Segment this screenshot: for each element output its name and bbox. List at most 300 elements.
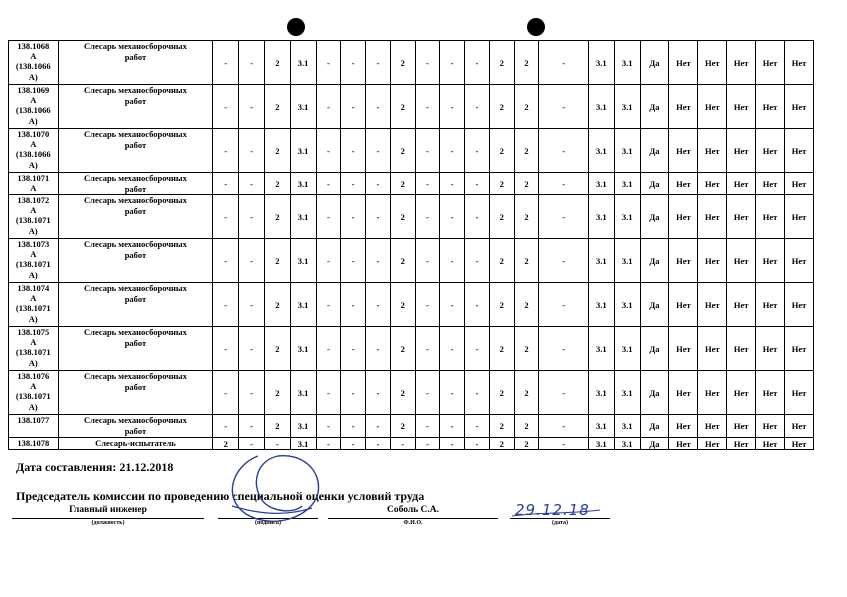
workplace-code (9, 239, 59, 283)
position-caption: (должность) (91, 520, 125, 526)
table-cell: - (440, 195, 465, 239)
table-cell: - (415, 195, 440, 239)
table-row (9, 129, 814, 173)
table-cell: 3.1 (614, 85, 640, 129)
workplace-code (9, 41, 59, 85)
table-row (9, 195, 814, 239)
table-cell: - (213, 85, 239, 129)
job-title-line: работ (124, 183, 147, 194)
workplace-code-line: А) (28, 269, 38, 280)
table-cell: - (366, 283, 391, 327)
table-cell: - (440, 41, 465, 85)
punch-hole-right (527, 18, 545, 36)
table-cell: - (213, 239, 239, 283)
table-cell: Да (640, 239, 669, 283)
table-cell: - (213, 41, 239, 85)
table-cell: Нет (669, 85, 698, 129)
table-cell: - (341, 173, 366, 195)
table-cell: - (316, 195, 341, 239)
table-cell: - (366, 371, 391, 415)
table-row (9, 173, 814, 195)
job-title-line: Слесарь-испытатель (95, 438, 176, 448)
table-cell: Нет (669, 195, 698, 239)
job-title-line: Слесарь механосборочных (84, 371, 187, 381)
table-cell: - (539, 438, 589, 450)
table-cell: Нет (727, 283, 756, 327)
table-cell: Нет (669, 438, 698, 450)
job-title (58, 173, 213, 195)
table-cell: 2 (514, 283, 539, 327)
job-title-line: Слесарь механосборочных (84, 415, 187, 425)
table-cell: Нет (727, 371, 756, 415)
table-cell: - (316, 239, 341, 283)
table-cell: - (213, 415, 239, 438)
date-caption: (дата) (552, 520, 568, 526)
job-title-line: Слесарь механосборочных (84, 283, 187, 293)
workplace-code-line: А) (28, 357, 38, 368)
workplace-code-line: А (30, 183, 37, 194)
table-cell: 2 (390, 415, 415, 438)
table-cell: - (316, 371, 341, 415)
table-cell: 2 (264, 129, 290, 173)
table-cell: - (316, 415, 341, 438)
table-cell: Нет (784, 41, 813, 85)
table-cell: Нет (784, 239, 813, 283)
table-cell: 3.1 (290, 41, 316, 85)
table-cell: 3.1 (588, 195, 614, 239)
table-cell: - (539, 173, 589, 195)
table-cell: - (316, 438, 341, 450)
table-cell: 2 (514, 195, 539, 239)
table-cell: Нет (698, 85, 727, 129)
workplace-code-line: (138.1071 (15, 391, 51, 402)
table-cell: 3.1 (588, 41, 614, 85)
job-title-line: работ (124, 293, 147, 304)
table-cell: - (415, 371, 440, 415)
table-cell: Да (640, 415, 669, 438)
table-cell: 2 (264, 85, 290, 129)
table-cell: - (239, 371, 265, 415)
table-cell: - (465, 327, 490, 371)
table-cell: 2 (264, 173, 290, 195)
workplace-code-line: А) (28, 401, 38, 412)
workplace-code-line: 138.1069 (17, 85, 50, 95)
job-title (58, 239, 213, 283)
table-cell: - (440, 129, 465, 173)
table-cell: Нет (756, 438, 785, 450)
table-cell: Нет (756, 371, 785, 415)
table-cell: 3.1 (614, 173, 640, 195)
table-row (9, 85, 814, 129)
table-cell: Нет (784, 415, 813, 438)
job-title (58, 195, 213, 239)
job-title (58, 371, 213, 415)
table-cell: 3.1 (614, 41, 640, 85)
table-cell: Нет (784, 85, 813, 129)
table-cell: - (366, 415, 391, 438)
table-cell: - (239, 195, 265, 239)
table-cell: - (465, 438, 490, 450)
table-cell: 3.1 (588, 239, 614, 283)
table-cell: 2 (514, 415, 539, 438)
table-cell: Нет (698, 129, 727, 173)
workplace-code-line: (138.1071 (15, 347, 51, 358)
table-cell: - (213, 327, 239, 371)
name-caption: Ф.И.О. (403, 520, 423, 526)
table-cell: 2 (514, 371, 539, 415)
table-cell: 3.1 (614, 195, 640, 239)
table-cell: - (316, 327, 341, 371)
table-cell: Нет (698, 173, 727, 195)
table-cell: - (465, 173, 490, 195)
assessment-table (8, 40, 814, 450)
workplace-code-line: (138.1071 (15, 303, 51, 314)
table-cell: 2 (264, 327, 290, 371)
table-cell: 3.1 (614, 438, 640, 450)
table-cell: Нет (756, 129, 785, 173)
job-title-line: работ (124, 205, 147, 216)
workplace-code (9, 195, 59, 239)
table-cell: 2 (514, 85, 539, 129)
table-cell: 2 (514, 129, 539, 173)
table-cell: Нет (756, 415, 785, 438)
commission-chair-title: Председатель комиссии по проведению специальной оценки условий труда (16, 489, 425, 503)
table-cell: - (366, 41, 391, 85)
table-cell: 2 (264, 371, 290, 415)
table-cell: 3.1 (290, 129, 316, 173)
workplace-code-line: (138.1071 (15, 259, 51, 270)
job-title-line: Слесарь механосборочных (84, 41, 187, 51)
table-cell: Нет (784, 129, 813, 173)
table-cell: - (539, 239, 589, 283)
table-cell: 2 (489, 129, 514, 173)
table-cell: - (440, 85, 465, 129)
table-cell: Нет (727, 327, 756, 371)
table-cell: 2 (264, 41, 290, 85)
workplace-code-line: А (30, 249, 37, 260)
table-cell: - (415, 85, 440, 129)
table-cell: - (316, 41, 341, 85)
table-cell: Нет (756, 239, 785, 283)
workplace-code-line: А) (28, 115, 38, 126)
table-cell: - (366, 195, 391, 239)
table-cell: Нет (784, 173, 813, 195)
table-cell: - (316, 129, 341, 173)
table-row (9, 371, 814, 415)
name-value: Соболь С.А. (386, 505, 440, 515)
table-cell: 3.1 (614, 415, 640, 438)
table-cell: - (415, 129, 440, 173)
table-cell: - (316, 85, 341, 129)
table-cell: - (341, 415, 366, 438)
workplace-code-line: А (30, 139, 37, 150)
workplace-code-line: А (30, 293, 37, 304)
job-title (58, 283, 213, 327)
table-cell: - (465, 129, 490, 173)
workplace-code (9, 371, 59, 415)
table-cell: Да (640, 371, 669, 415)
table-cell: 2 (514, 438, 539, 450)
job-title-line: работ (124, 95, 147, 106)
job-title (58, 129, 213, 173)
table-cell: 2 (390, 195, 415, 239)
job-title-line: работ (124, 51, 147, 62)
table-cell: 2 (489, 195, 514, 239)
table-cell: 3.1 (588, 283, 614, 327)
workplace-code-line: А (30, 205, 37, 216)
job-title-line: Слесарь механосборочных (84, 173, 187, 183)
table-cell: - (415, 327, 440, 371)
table-cell: Нет (669, 129, 698, 173)
table-cell: - (415, 173, 440, 195)
table-cell: Нет (698, 415, 727, 438)
date-line (510, 518, 610, 519)
table-cell: - (465, 41, 490, 85)
workplace-code-line: А (30, 95, 37, 106)
table-cell: Нет (669, 41, 698, 85)
table-cell: - (366, 85, 391, 129)
job-title-line: Слесарь механосборочных (84, 239, 187, 249)
table-cell: 2 (264, 283, 290, 327)
table-cell: Нет (698, 438, 727, 450)
table-cell: 2 (514, 327, 539, 371)
table-cell: 2 (390, 173, 415, 195)
table-cell: - (465, 283, 490, 327)
table-cell: 3.1 (588, 129, 614, 173)
table-cell: Нет (669, 415, 698, 438)
job-title-line: работ (124, 337, 147, 348)
table-cell: - (465, 371, 490, 415)
table-cell: - (465, 85, 490, 129)
table-cell: - (341, 371, 366, 415)
table-cell: Да (640, 195, 669, 239)
table-cell: Нет (698, 41, 727, 85)
table-cell: 3.1 (614, 283, 640, 327)
table-cell: - (341, 129, 366, 173)
table-cell: - (465, 415, 490, 438)
table-cell: 2 (514, 239, 539, 283)
job-title (58, 41, 213, 85)
table-row (9, 438, 814, 450)
table-cell: 2 (489, 283, 514, 327)
table-cell: Нет (784, 438, 813, 450)
table-cell: 3.1 (290, 85, 316, 129)
table-cell: - (465, 195, 490, 239)
workplace-code-line: (138.1066 (15, 105, 51, 116)
table-cell: Нет (727, 195, 756, 239)
table-cell: - (213, 129, 239, 173)
table-cell: - (440, 415, 465, 438)
job-title (58, 415, 213, 438)
workplace-code-line: 138.1072 (17, 195, 50, 205)
table-cell: - (440, 438, 465, 450)
table-cell: - (239, 85, 265, 129)
table-cell: 2 (390, 41, 415, 85)
table-cell: - (415, 415, 440, 438)
table-cell: - (366, 239, 391, 283)
job-title-line: Слесарь механосборочных (84, 195, 187, 205)
table-cell: 2 (264, 239, 290, 283)
table-cell: 2 (514, 173, 539, 195)
table-cell: 2 (489, 327, 514, 371)
table-cell: - (366, 129, 391, 173)
table-cell: 3.1 (290, 173, 316, 195)
table-cell: - (539, 129, 589, 173)
table-cell: 2 (264, 195, 290, 239)
table-cell: 2 (489, 85, 514, 129)
table-cell: Нет (756, 327, 785, 371)
table-cell: - (239, 41, 265, 85)
table-cell: - (366, 438, 391, 450)
job-title-line: работ (124, 139, 147, 150)
table-cell: Да (640, 327, 669, 371)
signature-stroke (232, 506, 312, 513)
table-cell: Нет (727, 239, 756, 283)
table-cell: Нет (669, 283, 698, 327)
table-cell: - (341, 239, 366, 283)
table-cell: Нет (698, 327, 727, 371)
table-cell: - (415, 239, 440, 283)
table-cell: 2 (489, 41, 514, 85)
table-cell: Нет (698, 239, 727, 283)
table-row (9, 41, 814, 85)
table-cell: 2 (390, 239, 415, 283)
table-cell: 3.1 (290, 239, 316, 283)
table-cell: Да (640, 283, 669, 327)
table-cell: - (539, 283, 589, 327)
table-cell: Да (640, 438, 669, 450)
table-row (9, 239, 814, 283)
table-cell: 2 (489, 173, 514, 195)
table-cell: Нет (784, 371, 813, 415)
table-cell: 3.1 (290, 283, 316, 327)
table-cell: - (239, 173, 265, 195)
table-cell: - (213, 173, 239, 195)
table-cell: - (366, 327, 391, 371)
table-cell: 3.1 (290, 195, 316, 239)
table-cell: - (239, 239, 265, 283)
table-cell: - (440, 327, 465, 371)
table-cell: Да (640, 129, 669, 173)
workplace-code-line: (138.1071 (15, 215, 51, 226)
table-cell: 2 (514, 41, 539, 85)
table-cell: - (440, 239, 465, 283)
table-cell: - (366, 173, 391, 195)
workplace-code-line: (138.1066 (15, 61, 51, 72)
workplace-code (9, 438, 59, 450)
table-cell: - (341, 85, 366, 129)
workplace-code-line: А (30, 337, 37, 348)
workplace-code-line: А) (28, 71, 38, 82)
table-cell: Нет (727, 41, 756, 85)
table-cell: - (415, 438, 440, 450)
table-cell: 3.1 (588, 327, 614, 371)
table-cell: 3.1 (614, 371, 640, 415)
table-cell: Нет (669, 173, 698, 195)
table-cell: Нет (756, 85, 785, 129)
job-title-line: работ (124, 425, 147, 436)
table-cell: 3.1 (290, 327, 316, 371)
table-cell: - (264, 438, 290, 450)
table-cell: 2 (390, 129, 415, 173)
workplace-code-line: 138.1075 (17, 327, 50, 337)
table-cell: 2 (390, 85, 415, 129)
table-cell: Нет (698, 283, 727, 327)
table-cell: Нет (784, 327, 813, 371)
workplace-code-line: 138.1076 (17, 371, 50, 381)
table-cell: - (213, 195, 239, 239)
table-cell: 3.1 (614, 327, 640, 371)
table-cell: - (440, 173, 465, 195)
name-line (328, 518, 498, 519)
workplace-code (9, 415, 59, 438)
workplace-code (9, 283, 59, 327)
workplace-code-line: А) (28, 313, 38, 324)
table-cell: - (390, 438, 415, 450)
workplace-code-line: А (30, 51, 37, 62)
job-title-line: работ (124, 249, 147, 260)
workplace-code-line: 138.1071 (17, 173, 50, 183)
handwritten-date: 29.12.18 (515, 501, 590, 519)
table-cell: Нет (727, 129, 756, 173)
table-cell: 2 (213, 438, 239, 450)
workplace-code-line: 138.1073 (17, 239, 50, 249)
table-row (9, 415, 814, 438)
table-cell: - (539, 371, 589, 415)
table-cell: Нет (669, 239, 698, 283)
table-cell: Да (640, 41, 669, 85)
signature-line (218, 518, 318, 519)
table-cell: - (239, 283, 265, 327)
table-cell: - (341, 327, 366, 371)
table-cell: - (239, 327, 265, 371)
table-cell: Нет (756, 195, 785, 239)
workplace-code-line: 138.1068 (17, 41, 50, 51)
table-cell: Нет (698, 371, 727, 415)
table-cell: 3.1 (614, 239, 640, 283)
table-cell: Нет (727, 173, 756, 195)
workplace-code (9, 173, 59, 195)
table-cell: - (440, 371, 465, 415)
table-cell: Нет (669, 371, 698, 415)
punch-hole-left (287, 18, 305, 36)
workplace-code-line: А) (28, 159, 38, 170)
table-cell: 2 (489, 438, 514, 450)
table-cell: 2 (390, 371, 415, 415)
table-cell: - (539, 41, 589, 85)
table-cell: - (213, 371, 239, 415)
table-cell: Нет (727, 415, 756, 438)
workplace-code-line: А (30, 381, 37, 392)
table-cell: - (539, 415, 589, 438)
workplace-code-line: 138.1078 (17, 438, 50, 448)
workplace-code-line: 138.1070 (17, 129, 50, 139)
job-title-line: работ (124, 381, 147, 392)
table-cell: 2 (390, 283, 415, 327)
table-cell: 2 (390, 327, 415, 371)
table-cell: 3.1 (588, 173, 614, 195)
table-cell: Да (640, 85, 669, 129)
workplace-code-line: 138.1077 (17, 415, 50, 425)
table-cell: - (341, 41, 366, 85)
position-line (12, 518, 204, 519)
job-title-line: Слесарь механосборочных (84, 85, 187, 95)
table-cell: - (539, 85, 589, 129)
table-cell: 3.1 (614, 129, 640, 173)
table-cell: 3.1 (290, 438, 316, 450)
job-title-line: Слесарь механосборочных (84, 327, 187, 337)
table-cell: 2 (489, 415, 514, 438)
